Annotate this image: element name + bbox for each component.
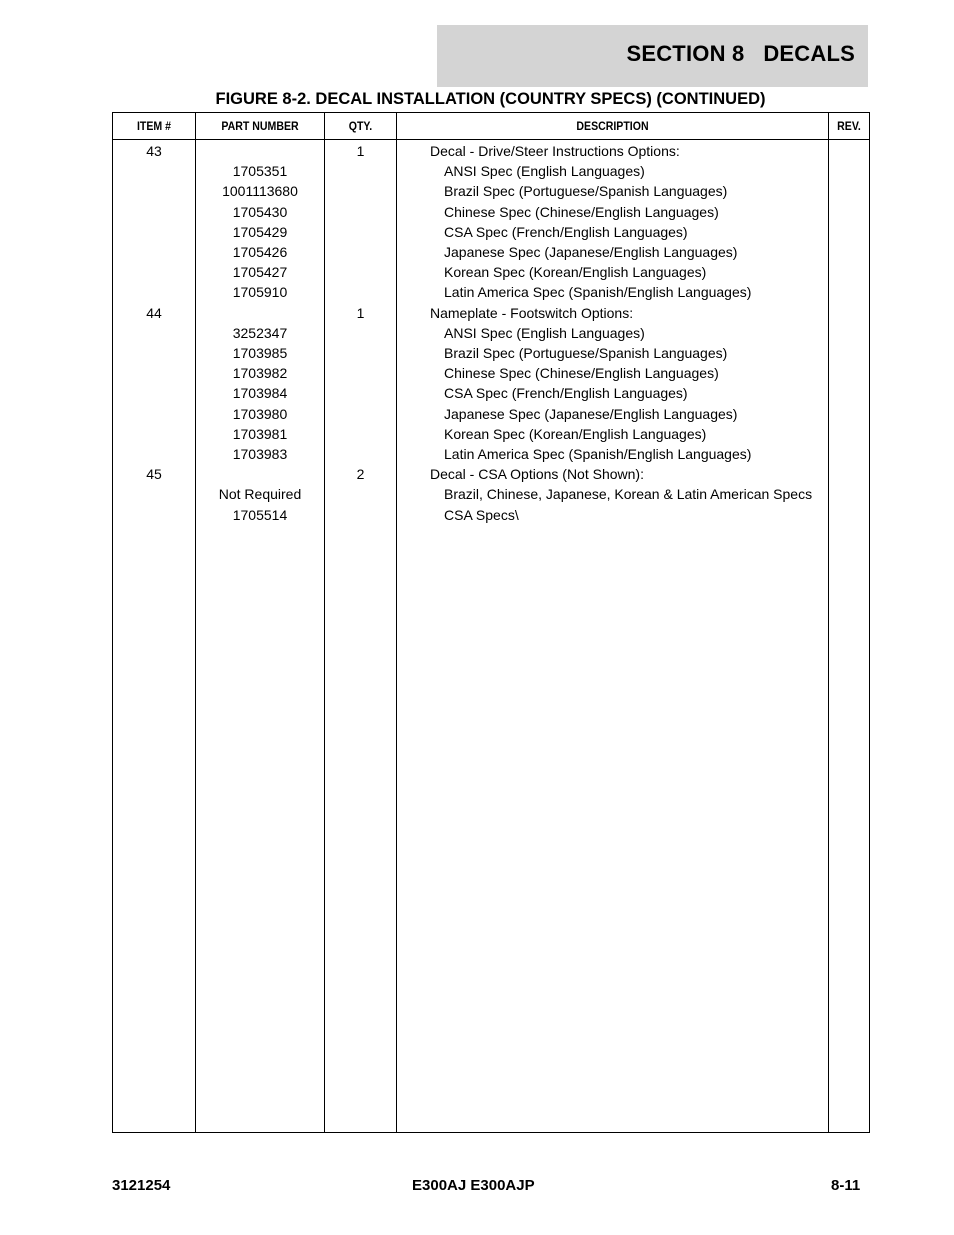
part-number-cell: 1705351 xyxy=(232,163,288,180)
part-number-cell: 1705910 xyxy=(232,284,288,301)
section-title: SECTION 8 DECALS xyxy=(626,41,855,66)
table-row xyxy=(113,404,869,424)
part-number-cell: 1703982 xyxy=(232,365,288,382)
table-row xyxy=(113,161,869,181)
item-number-cell: 43 xyxy=(146,143,162,159)
part-number-cell: 1703981 xyxy=(232,425,288,442)
description-cell: Decal - CSA Options (Not Shown): xyxy=(430,466,644,483)
section-header-box xyxy=(437,25,868,87)
part-number-cell: Not Required xyxy=(218,486,302,503)
description-cell: ANSI Spec (English Languages) xyxy=(444,324,645,341)
part-number-cell: 1703980 xyxy=(232,405,288,422)
table-row xyxy=(113,424,869,444)
description-cell: CSA Spec (French/English Languages) xyxy=(444,385,688,402)
table-row xyxy=(113,343,869,363)
description-cell: Chinese Spec (Chinese/English Languages) xyxy=(444,203,719,220)
part-number-cell: 1705430 xyxy=(232,203,288,220)
description-cell: Japanese Spec (Japanese/English Languages) xyxy=(444,405,738,422)
description-cell: Brazil Spec (Portuguese/Spanish Languages) xyxy=(444,345,728,361)
table-row xyxy=(113,242,869,262)
part-number-cell: 1705426 xyxy=(232,244,288,260)
table-row xyxy=(113,181,869,201)
parts-table xyxy=(112,112,870,1133)
table-row xyxy=(113,484,869,504)
table-row xyxy=(113,464,869,484)
description-cell: Latin America Spec (Spanish/English Languages) xyxy=(444,284,752,301)
table-row xyxy=(113,282,869,302)
table-row xyxy=(113,444,869,464)
part-number-cell: 1703984 xyxy=(232,385,288,402)
table-row xyxy=(113,262,869,282)
part-number-cell: 3252347 xyxy=(232,324,288,341)
footer-model: E300AJ E300AJP xyxy=(412,1177,535,1194)
item-number-cell: 44 xyxy=(146,304,162,321)
item-number-cell: 45 xyxy=(146,466,162,483)
quantity-cell: 1 xyxy=(356,304,365,321)
table-row xyxy=(113,303,869,323)
description-cell: ANSI Spec (English Languages) xyxy=(444,163,645,180)
header-divider xyxy=(113,139,869,140)
table-row xyxy=(113,202,869,222)
description-cell: Latin America Spec (Spanish/English Languages) xyxy=(444,446,752,462)
description-cell: Nameplate - Footswitch Options: xyxy=(430,304,634,321)
column-header-part-number: PART NUMBER xyxy=(221,119,299,133)
part-number-cell: 1703985 xyxy=(232,345,288,361)
part-number-cell: 1705427 xyxy=(232,264,288,281)
footer-page-number: 8-11 xyxy=(831,1177,861,1194)
table-row xyxy=(113,363,869,383)
part-number-cell: 1001113680 xyxy=(222,183,298,200)
description-cell: Korean Spec (Korean/English Languages) xyxy=(444,264,707,281)
table-row xyxy=(113,323,869,343)
quantity-cell: 2 xyxy=(356,466,365,483)
part-number-cell: 1705514 xyxy=(232,506,288,523)
table-row xyxy=(113,222,869,242)
description-cell: Chinese Spec (Chinese/English Languages) xyxy=(444,365,719,382)
description-cell: CSA Spec (French/English Languages) xyxy=(444,223,688,240)
table-row xyxy=(113,141,869,161)
part-number-cell: 1705429 xyxy=(232,223,288,240)
column-header-description: DESCRIPTION xyxy=(576,119,649,133)
quantity-cell: 1 xyxy=(356,143,365,159)
table-row xyxy=(113,383,869,403)
part-number-cell: 1703983 xyxy=(232,446,288,462)
column-header-item: ITEM # xyxy=(136,119,172,133)
description-cell: Brazil, Chinese, Japanese, Korean & Latin American Specs xyxy=(444,486,813,503)
description-cell: Japanese Spec (Japanese/English Languages) xyxy=(444,244,738,260)
description-cell: Brazil Spec (Portuguese/Spanish Languages) xyxy=(444,183,728,200)
description-cell: Korean Spec (Korean/English Languages) xyxy=(444,425,707,442)
figure-title: FIGURE 8-2. DECAL INSTALLATION (COUNTRY SPECS) (CONTINUED) xyxy=(215,90,766,108)
column-header-qty: QTY. xyxy=(348,119,373,133)
description-cell: Decal - Drive/Steer Instructions Options: xyxy=(430,143,680,159)
table-row xyxy=(113,505,869,525)
column-header-rev: REV. xyxy=(837,119,861,133)
footer-doc-number: 3121254 xyxy=(112,1177,171,1194)
description-cell: CSA Specs\ xyxy=(444,506,519,523)
